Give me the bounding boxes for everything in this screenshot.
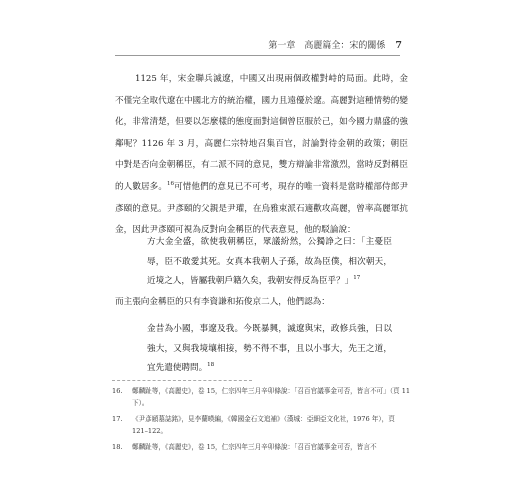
block-quote-2 (147, 320, 392, 379)
chapter-title: 第一章 高麗篇全：宋的關係 (268, 41, 386, 51)
running-header (268, 38, 402, 51)
footnote-separator (112, 380, 252, 381)
header-rule (115, 55, 400, 56)
footnote-text: 《尹彥頤墓誌銘》，見李蘭暎編，《韓國金石文追補》（漢城：亞細亞文化社，1976 年），頁 121–122。 (132, 415, 395, 435)
footnote-18 (112, 442, 412, 454)
paragraph-2: 而主張向金稱臣的只有李資謙和拓俊京二人，他們認為： (115, 297, 330, 307)
footnote-ref-16: 16 (167, 181, 174, 188)
footnote-text: 鄭麟趾等，《高麗史》，卷 15，仁宗四年三月辛卯條說：「召百官議事金可否，皆言不 (132, 443, 377, 451)
footnote-ref-17: 17 (353, 275, 361, 282)
paragraph-1 (115, 69, 408, 242)
block-quote-1 (147, 233, 392, 292)
footnote-number: 16. (112, 387, 123, 395)
footnotes (112, 386, 412, 459)
block-quote-1-text: 方大金全盛，欲使我朝稱臣，眾議紛然，公獨諍之曰：「主憂臣辱，臣不敢愛其死。女真本我朝人子孫，故為臣僕，相次朝天，近境之人，皆屬我朝戶籍久矣，我朝安得反為臣乎？」 (147, 237, 392, 286)
paragraph-1-text: 1125 年，宋金聯兵滅遼，中國又出現兩個政權對峙的局面。此時，金不僅完全取代遼在中國北方的統治權，國力且遠優於遼。高麗對這種情勢的變化，非常清楚，但要以怎麼樣的態度面對這個曾臣服於己，如今國力鼎盛的強鄰呢？1126 年 3 月，高麗仁宗特地召集百官，討論對待金朝的政策；朝臣中對是否向金朝稱臣，有二派不同的意見，雙方辯論非常激烈，當時反對稱臣的人數居多。 (115, 74, 408, 192)
page-number: 7 (395, 40, 402, 51)
footnote-number: 17. (112, 415, 123, 423)
paragraph-1-tail: 可惜他們的意見已不可考，現存的唯一資料是當時權部侍郎尹彥頤的意見。尹彥頤的父親是尹瓘，在烏雅束派石適歡攻高麗，曾率高麗軍抗金，因此尹彥頤可視為反對向金稱臣的代表意見，他的駁論說： (115, 181, 408, 236)
footnote-16 (112, 386, 412, 409)
footnote-number: 18. (112, 443, 123, 451)
footnote-ref-18: 18 (207, 362, 215, 369)
footnote-text: 鄭麟趾等，《高麗史》，卷 15，仁宗四年三月辛卯條說：「召百官議事金可否，皆言不可」（頁 11 下）。 (132, 387, 411, 407)
footnote-17 (112, 414, 412, 437)
block-quote-2-text: 金昔為小國，事遼及我。今既暴興，滅遼與宋，政修兵強，日以強大，又與我境壤相接，勢不得不事，且以小事大，先王之道，宜先遣使聘問。 (147, 324, 392, 373)
